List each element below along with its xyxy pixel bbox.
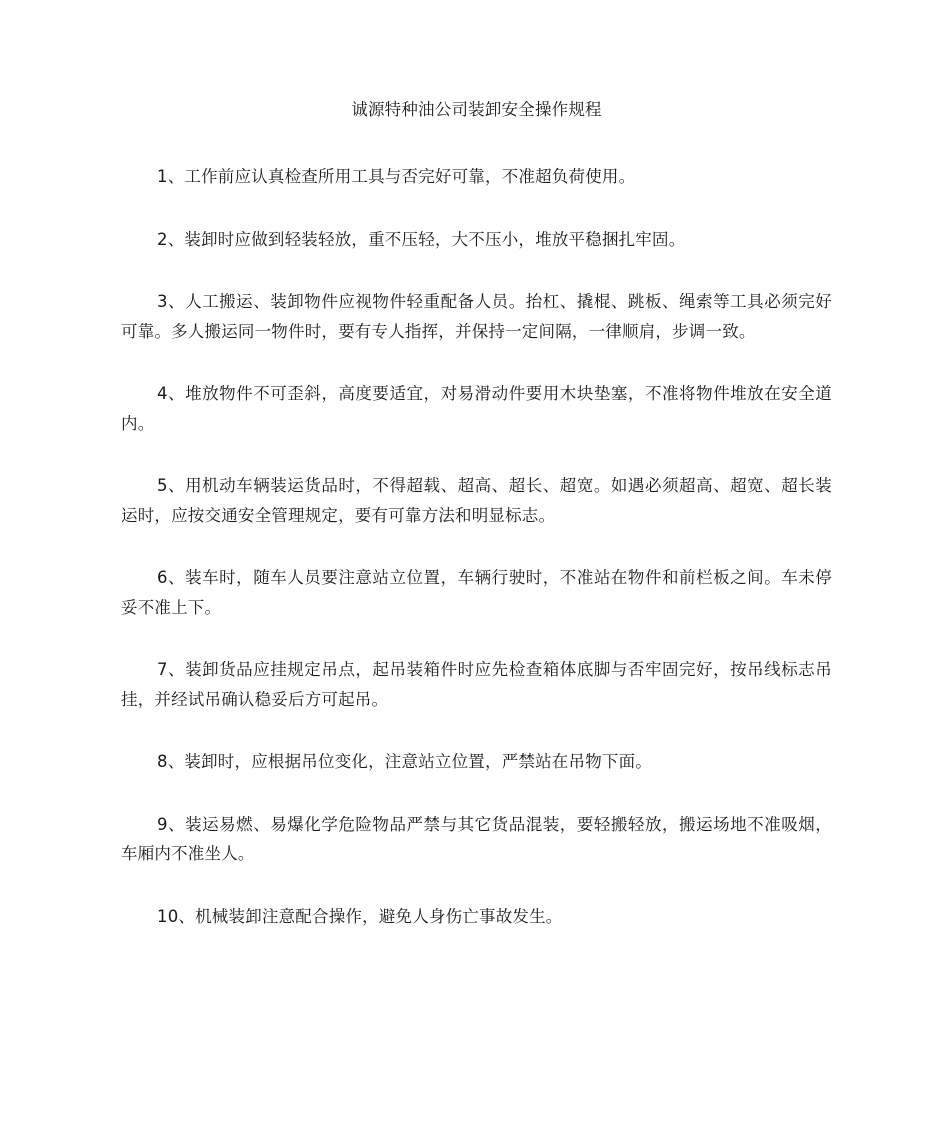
rule-item-5: 5、用机动车辆装运货品时，不得超载、超高、超长、超宽。如遇必须超高、超宽、超长装运时，应按交通安全管理规定，要有可靠方法和明显标志。 [121, 476, 832, 525]
rule-item-2: 2、装卸时应做到轻装轻放，重不压轻，大不压小，堆放平稳捆扎牢固。 [157, 229, 686, 249]
rule-item-1: 1、工作前应认真检查所用工具与否完好可靠，不准超负荷使用。 [157, 167, 636, 186]
rule-item-3: 3、人工搬运、装卸物件应视物件轻重配备人员。抬杠、撬棍、跳板、绳索等工具必须完好可靠。多人搬运同一物件时，要有专人指挥，并保持一定间隔，一律顺肩，步调一致。 [121, 292, 832, 341]
document-title: 诚源特种油公司装卸安全操作规程 [351, 100, 602, 119]
rules-list [121, 162, 832, 931]
rule-item-9: 9、装运易燃、易爆化学危险物品严禁与其它货品混装，要轻搬轻放，搬运场地不准吸烟，车厢内不准坐人。 [121, 814, 832, 863]
rule-item-6: 6、装车时，随车人员要注意站立位置，车辆行驶时，不准站在物件和前栏板之间。车未停妥不准上下。 [121, 568, 832, 617]
rule-item-8: 8、装卸时，应根据吊位变化，注意站立位置，严禁站在吊物下面。 [157, 752, 652, 771]
rule-item-7: 7、装卸货品应挂规定吊点，起吊装箱件时应先检查箱体底脚与否牢固完好，按吊线标志吊挂，并经试吊确认稳妥后方可起吊。 [121, 660, 832, 709]
rule-item-10: 10、机械装卸注意配合操作，避免人身伤亡事故发生。 [157, 906, 563, 926]
rule-item-4: 4、堆放物件不可歪斜，高度要适宜，对易滑动件要用木块垫塞，不准将物件堆放在安全道内。 [121, 384, 832, 433]
